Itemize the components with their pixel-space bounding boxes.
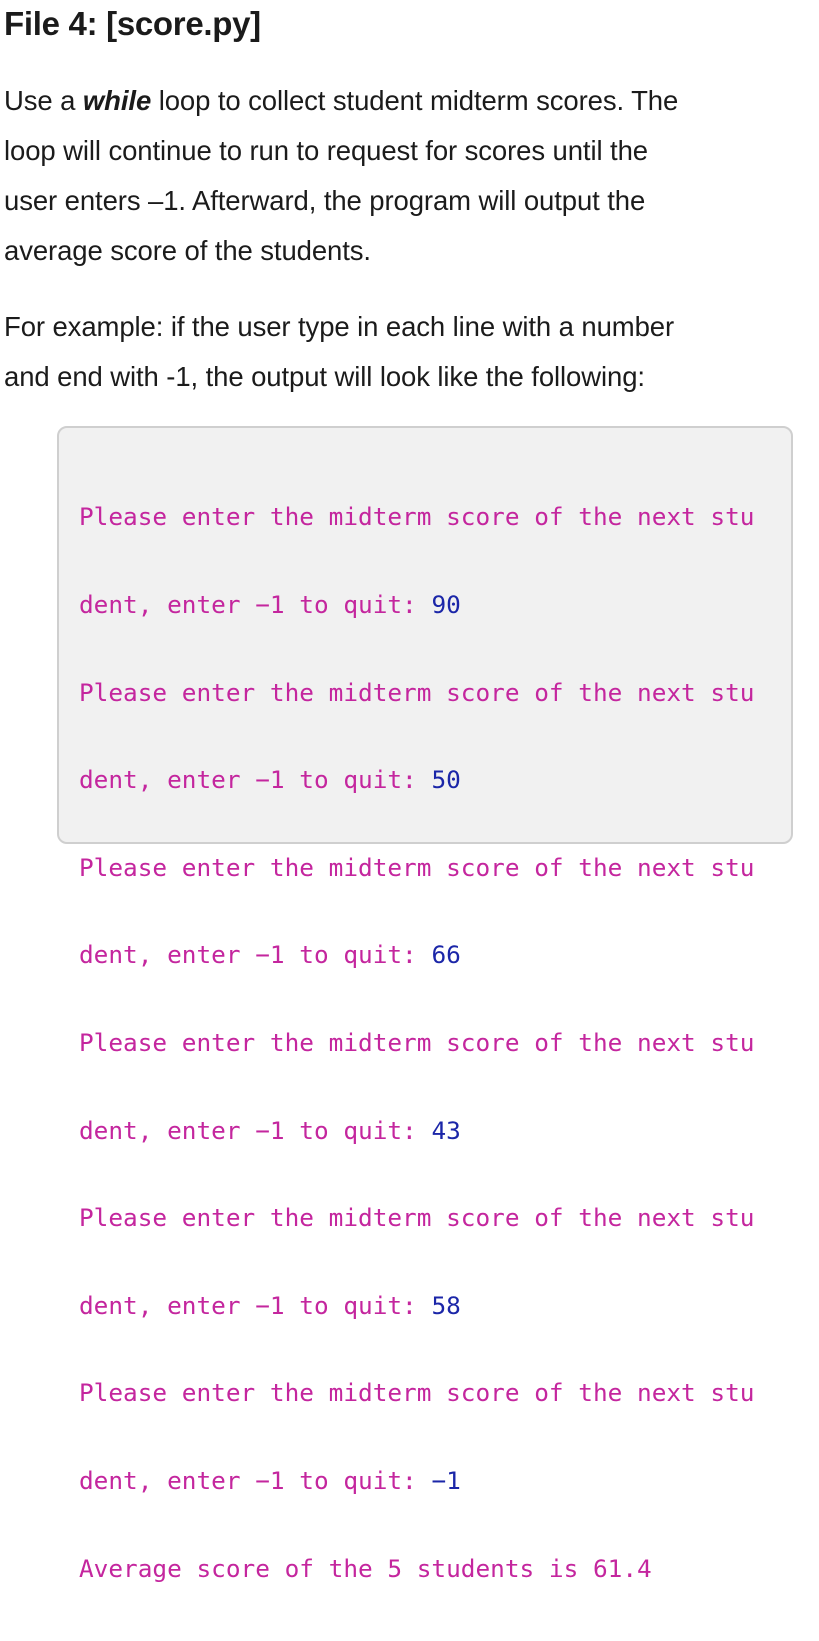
console-prompt-line: dent, enter −1 to quit: 90 bbox=[79, 590, 461, 619]
console-prompt-line: Please enter the midterm score of the next stu bbox=[79, 677, 755, 707]
console-user-input: 50 bbox=[431, 765, 461, 795]
console-prompt-line: Please enter the midterm score of the next stu bbox=[79, 852, 755, 882]
console-user-input: 90 bbox=[431, 590, 461, 619]
example-line-2: and end with -1, the output will look like the following: bbox=[4, 361, 645, 392]
console-prompt-line: Please enter the midterm score of the next stu bbox=[79, 1378, 755, 1408]
console-output bbox=[79, 444, 754, 1641]
file-title: File 4: [score.py] bbox=[4, 5, 261, 42]
console-user-input: 43 bbox=[431, 1115, 461, 1145]
console-prompt-line: Please enter the midterm score of the next stu bbox=[79, 1203, 755, 1233]
console-prompt-line: dent, enter −1 to quit: −1 bbox=[79, 1465, 461, 1495]
instructions-line-1: Use a while loop to collect student midterm scores. The bbox=[4, 85, 679, 116]
console-prompt-line: dent, enter −1 to quit: 43 bbox=[79, 1115, 461, 1145]
example-line-1: For example: if the user type in each line with a number bbox=[4, 311, 675, 342]
instructions-line-4: average score of the students. bbox=[4, 235, 371, 266]
console-prompt-line: dent, enter −1 to quit: 66 bbox=[79, 940, 461, 970]
console-prompt-line: Please enter the midterm score of the next stu bbox=[79, 502, 755, 532]
console-result-line: Average score of the 5 students is 61.4 bbox=[79, 1553, 652, 1583]
console-user-input: −1 bbox=[431, 1465, 461, 1495]
while-keyword: while bbox=[82, 85, 152, 116]
instructions-line-2: loop will continue to run to request for scores until the bbox=[4, 135, 648, 166]
console-prompt-line: Please enter the midterm score of the next stu bbox=[79, 1027, 755, 1057]
example-paragraph bbox=[4, 302, 816, 402]
console-user-input: 58 bbox=[431, 1290, 461, 1320]
instructions-paragraph bbox=[4, 76, 816, 276]
instructions-line-3: user enters –1. Afterward, the program will output the bbox=[4, 185, 646, 216]
console-output-box bbox=[57, 426, 793, 1583]
console-user-input: 66 bbox=[431, 940, 461, 970]
console-prompt-line: dent, enter −1 to quit: 58 bbox=[79, 1290, 461, 1320]
console-prompt-line: dent, enter −1 to quit: 50 bbox=[79, 765, 461, 795]
